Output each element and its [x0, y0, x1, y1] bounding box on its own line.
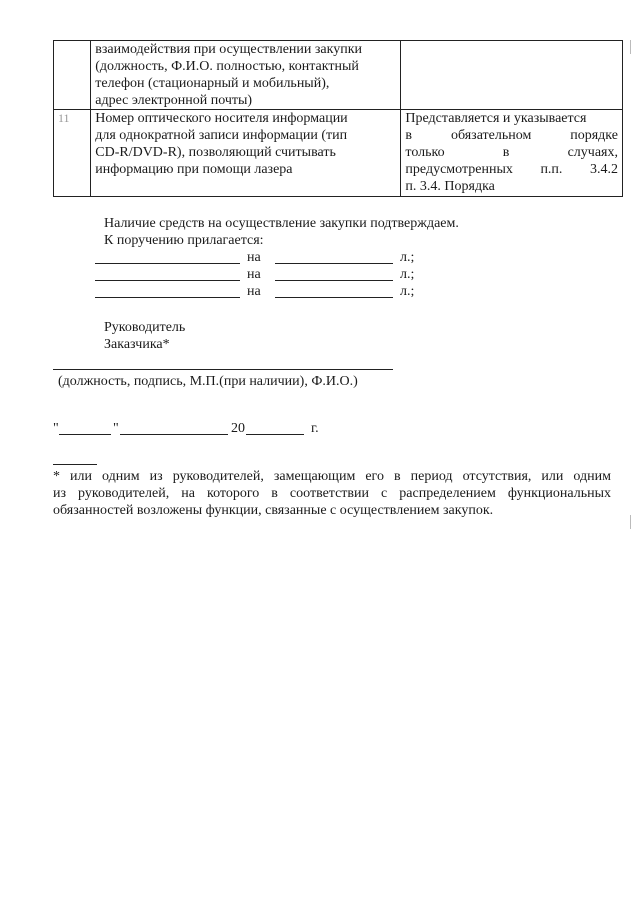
scan-edge-mark	[630, 40, 631, 54]
date-close-quote: "	[113, 421, 119, 436]
attachment-name-blank[interactable]	[95, 280, 240, 281]
attachments-heading: К поручению прилагается:	[104, 233, 264, 248]
year-prefix: 20	[231, 421, 245, 436]
footnote-line: из руководителей, на которого в соответствии с распределением функциональных	[53, 486, 611, 501]
funds-confirmation: Наличие средств на осуществление закупки подтверждаем.	[104, 216, 459, 231]
row-note-line: п. 3.4. Порядка	[405, 179, 495, 194]
row-note-word: порядке	[570, 128, 618, 143]
attachment-name-blank[interactable]	[95, 263, 240, 264]
row-note-word: предусмотренных	[405, 162, 513, 177]
table-row	[54, 110, 623, 197]
attachment-na-label: на	[247, 250, 261, 265]
row-note-word: в	[405, 128, 413, 143]
footnote-separator	[53, 464, 97, 465]
table-row	[54, 41, 623, 110]
attachment-na-label: на	[247, 267, 261, 282]
row-number-cell	[54, 110, 91, 197]
row-note-line	[405, 127, 618, 144]
footnote	[53, 468, 611, 519]
signature-caption: (должность, подпись, М.П.(при наличии), Ф.И.О.)	[58, 374, 358, 389]
date-open-quote: "	[53, 421, 59, 436]
row-name-line: CD-R/DVD-R), позволяющий считывать	[95, 145, 336, 160]
footnote-line: * или одним из руководителей, замещающим его в период отсутствия, или одним	[53, 469, 611, 484]
row-note-word: случаях,	[567, 145, 618, 160]
attachment-pages-blank[interactable]	[275, 297, 393, 298]
signatory-title-line1: Руководитель	[104, 320, 186, 335]
row-note-word: только	[405, 145, 445, 160]
row-note-cell	[401, 110, 623, 197]
attachment-pages-label: л.;	[400, 250, 415, 265]
row-name-cell	[91, 110, 401, 197]
attachment-pages-label: л.;	[400, 267, 415, 282]
row-note-line	[405, 161, 618, 178]
row-note-line: Представляется и указывается	[405, 111, 587, 126]
row-number: 11	[58, 111, 70, 125]
row-note-word: 3.4.2	[590, 162, 618, 177]
date-field	[53, 420, 353, 437]
row-name-cell	[91, 41, 401, 110]
row-name-line: взаимодействия при осуществлении закупки	[95, 42, 363, 57]
row-note-word: п.п.	[540, 162, 563, 177]
row-note-word: в	[502, 145, 510, 160]
row-note-word: обязательном	[450, 128, 532, 143]
row-number-cell	[54, 41, 91, 110]
row-name-line: информацию при помощи лазера	[95, 162, 293, 177]
row-note-cell	[401, 41, 623, 110]
scan-edge-mark	[630, 515, 631, 529]
row-name-line: (должность, Ф.И.О. полностью, контактный	[95, 59, 359, 74]
month-blank[interactable]	[120, 420, 228, 435]
attachment-pages-label: л.;	[400, 284, 415, 299]
requirements-table	[53, 40, 623, 197]
row-name-line: адрес электронной почты)	[95, 93, 253, 108]
row-note-line	[405, 144, 618, 161]
attachment-na-label: на	[247, 284, 261, 299]
signature-line[interactable]	[53, 369, 393, 370]
attachment-row	[95, 249, 425, 266]
attachment-row	[95, 283, 425, 300]
year-blank[interactable]	[246, 420, 304, 435]
footnote-line: обязанностей возложены функции, связанные с осуществлением закупок.	[53, 503, 494, 518]
row-name-line: Номер оптического носителя информации	[95, 111, 348, 126]
attachment-pages-blank[interactable]	[275, 263, 393, 264]
attachment-name-blank[interactable]	[95, 297, 240, 298]
signatory-title-line2: Заказчика*	[104, 337, 170, 352]
attachment-row	[95, 266, 425, 283]
attachment-pages-blank[interactable]	[275, 280, 393, 281]
row-name-line: для однократной записи информации (тип	[95, 128, 348, 143]
day-blank[interactable]	[59, 420, 111, 435]
row-name-line: телефон (стационарный и мобильный),	[95, 76, 330, 91]
year-suffix: г.	[311, 421, 319, 436]
